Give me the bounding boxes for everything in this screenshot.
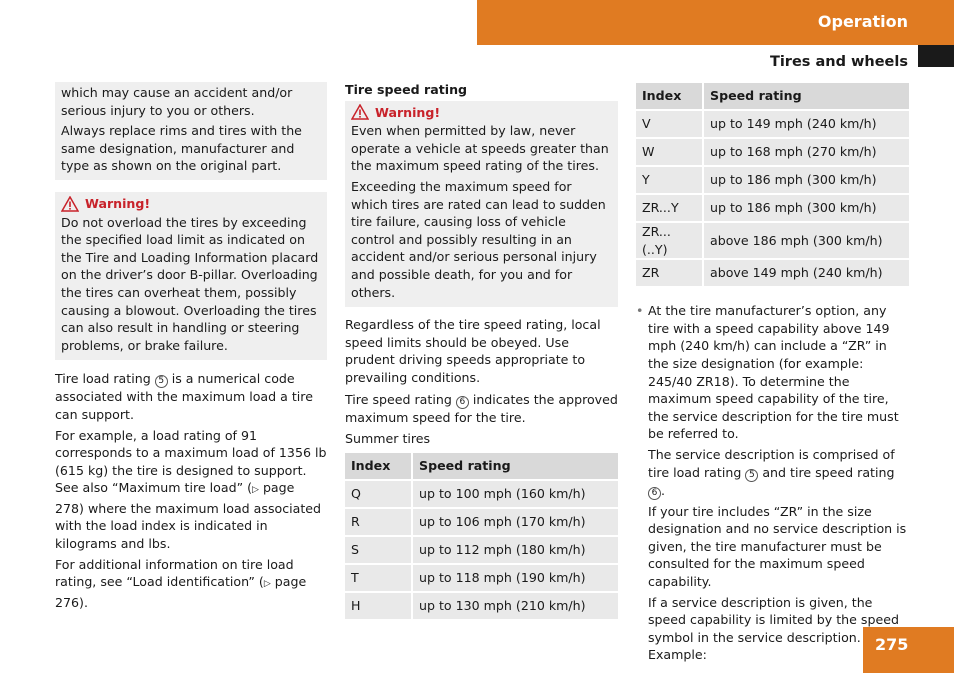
- info-box-text-1: which may cause an accident and/or serious injury to you or others.: [61, 85, 293, 118]
- subsection-title: Tires and wheels: [769, 54, 908, 70]
- section-header-bar: [477, 0, 954, 45]
- table-header-index: Index: [636, 83, 704, 109]
- page-ref-arrow-icon: ▷: [252, 485, 259, 496]
- table-cell-speed: up to 118 mph (190 km/h): [413, 565, 618, 591]
- table-row: [345, 537, 618, 563]
- speed-limits-para: Regardless of the tire speed rating, local speed limits should be obeyed. Use prudent driving speeds appropriate to prevailing conditions.: [345, 317, 601, 385]
- table-cell-index: ZR...(..Y): [636, 223, 704, 258]
- list-item: • At the tire manufacturer’s option, any tire with a speed capability above 149 mph (240 km/h) can include a “ZR” in the size designation (for example: 245/40 ZR18). To determine the maximum speed capability of the tire, the service description for the tire must be referred to.: [636, 302, 909, 443]
- table-cell-index: R: [345, 509, 413, 535]
- speed-rating-para: Tire speed rating 6 indicates the approved maximum speed for the tire.: [345, 391, 618, 425]
- tire-speed-heading: Tire speed rating: [345, 82, 468, 97]
- table-cell-index: T: [345, 565, 413, 591]
- table-cell-speed: above 149 mph (240 km/h): [704, 260, 909, 286]
- table-cell-index: Q: [345, 481, 413, 507]
- load-rating-para: Tire load rating 5 is a numerical code associated with the maximum load a tire can support.: [55, 371, 313, 422]
- table-header-speed: Speed rating: [704, 83, 909, 109]
- warning-triangle-icon: [61, 196, 79, 212]
- table-header-row: [345, 453, 618, 479]
- table-row: [636, 223, 909, 258]
- section-tab-marker: [918, 45, 954, 67]
- table-row: [345, 593, 618, 619]
- callout-6-icon: 6: [648, 487, 661, 500]
- load-rating-section: [55, 370, 327, 611]
- speed-warning-text-2: Exceeding the maximum speed for which tires are rated can lead to sudden tire failure, causing loss of vehicle control and possibly resulting in an accident and/or serious personal injury and possible death, for you and for others.: [351, 178, 606, 300]
- left-column: [55, 82, 327, 614]
- table-cell-speed: up to 130 mph (210 km/h): [413, 593, 618, 619]
- warning-box: [55, 192, 327, 360]
- warning-title: Warning!: [85, 195, 151, 211]
- table-cell-index: W: [636, 139, 704, 165]
- table-cell-speed: up to 186 mph (300 km/h): [704, 195, 909, 221]
- table-row: [345, 509, 618, 535]
- table-cell-index: Y: [636, 167, 704, 193]
- table-cell-index: S: [345, 537, 413, 563]
- table-cell-index: ZR...Y: [636, 195, 704, 221]
- table-row: [345, 565, 618, 591]
- summer-speed-table: [345, 451, 618, 621]
- info-box: [55, 82, 327, 180]
- table-cell-speed: up to 149 mph (240 km/h): [704, 111, 909, 137]
- section-title: Operation: [817, 12, 908, 31]
- table-header-row: [636, 83, 909, 109]
- zr-info-list: [636, 302, 909, 443]
- warning-heading: [61, 195, 321, 213]
- table-header-speed: Speed rating: [413, 453, 618, 479]
- zr-no-description-para: If your tire includes “ZR” in the size designation and no service description is given, the tire manufacturer must be consulted for the maximum speed capability.: [648, 503, 907, 589]
- speed-warning-heading: [351, 104, 612, 122]
- speed-rating-table: [636, 81, 909, 288]
- callout-6-icon: 6: [456, 396, 469, 409]
- right-column: [636, 81, 909, 667]
- summer-tires-label: Summer tires: [345, 431, 431, 447]
- speed-warning-text-1: Even when permitted by law, never operate a vehicle at speeds greater than the maximum speed rating of the tires.: [351, 123, 609, 174]
- page-number: 275: [875, 635, 909, 654]
- load-rating-more-para: For additional information on tire load rating, see “Load identification” (▷ page 276).: [55, 556, 307, 610]
- load-rating-example-para: For example, a load rating of 91 corresponds to a maximum load of 1356 lb (615 kg) the tire is designed to support. See also “Maximum tire load” (▷ page 278) where the maximum load associated with the load index is indicated in kilograms and lbs.: [55, 427, 327, 552]
- table-row: [636, 111, 909, 137]
- table-cell-speed: above 186 mph (300 km/h): [704, 223, 909, 258]
- zr-with-description-para: If a service description is given, the speed capability is limited by the speed symbol in the service description. Example:: [648, 594, 899, 663]
- middle-column: [345, 81, 618, 621]
- table-cell-speed: up to 100 mph (160 km/h): [413, 481, 618, 507]
- table-cell-index: ZR: [636, 260, 704, 286]
- warning-triangle-icon: [351, 104, 369, 120]
- page-number-box: [863, 627, 954, 673]
- table-cell-speed: up to 186 mph (300 km/h): [704, 167, 909, 193]
- info-box-text-2: Always replace rims and tires with the same designation, manufacturer and type as shown on the original part.: [61, 123, 302, 174]
- table-cell-speed: up to 106 mph (170 km/h): [413, 509, 618, 535]
- table-row: [636, 195, 909, 221]
- callout-5-icon: 5: [155, 375, 168, 388]
- table-cell-speed: up to 112 mph (180 km/h): [413, 537, 618, 563]
- table-row: [636, 167, 909, 193]
- speed-warning-box: [345, 101, 618, 308]
- table-cell-index: H: [345, 593, 413, 619]
- warning-text: Do not overload the tires by exceeding the specified load limit as indicated on the Tire and Loading Information placard on the driver’s door B-pillar. Overloading the tires can overheat them, possibly causing a blowout. Overloading the tires can also result in handling or steering problems, or brake failure.: [61, 214, 319, 353]
- callout-5-icon: 5: [745, 469, 758, 482]
- speed-rating-text: [345, 316, 618, 448]
- speed-warning-title: Warning!: [375, 104, 441, 120]
- table-row: [636, 139, 909, 165]
- table-cell-speed: up to 168 mph (270 km/h): [704, 139, 909, 165]
- table-header-index: Index: [345, 453, 413, 479]
- page-ref-arrow-icon: ▷: [263, 579, 271, 590]
- table-row: [345, 481, 618, 507]
- table-row: [636, 260, 909, 286]
- table-cell-index: V: [636, 111, 704, 137]
- service-description-para: The service description is comprised of tire load rating 5 and tire speed rating 6 .: [648, 446, 895, 498]
